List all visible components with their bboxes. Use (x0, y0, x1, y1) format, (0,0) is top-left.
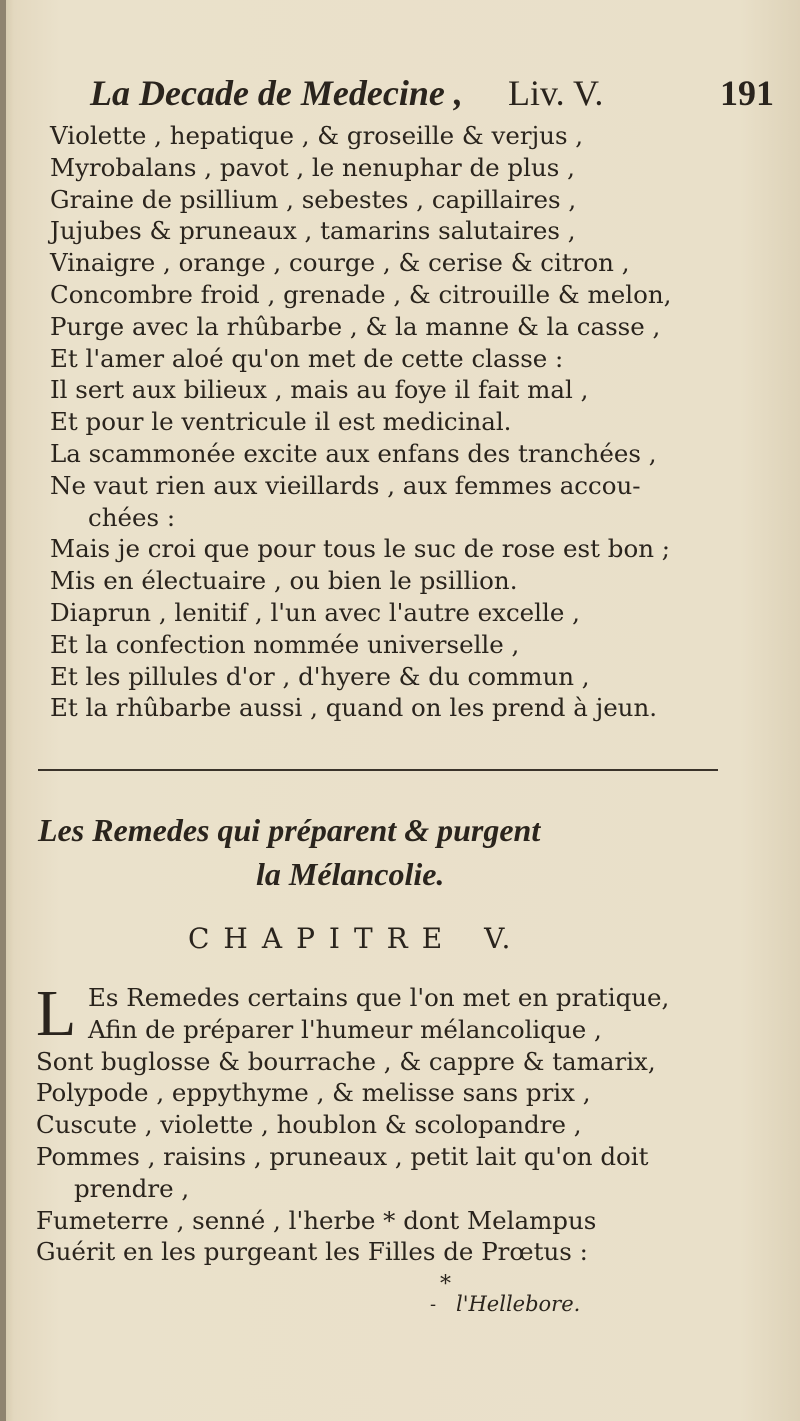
verse-line: Concombre froid , grenade , & citrouille & melon, (50, 279, 672, 309)
verse-block-top (50, 120, 780, 724)
verse-line: Violette , hepatique , & groseille & verjus , (50, 121, 584, 150)
verse-line: Et pour le ventricule il est medicinal. (50, 407, 512, 437)
verse-line: Polypode , eppythyme , & melisse sans prix , (36, 1078, 591, 1108)
verse-block-bottom (36, 977, 766, 1268)
footnote-text: l'Hellebore. (456, 1292, 581, 1316)
drop-cap: L (36, 977, 77, 1050)
verse-line: Et l'amer aloé qu'on met de cette classe : (50, 343, 564, 373)
verse-line: Diaprun , lenitif , l'un avec l'autre excelle , (50, 597, 580, 627)
verse-line: Purge avec la rhûbarbe , & la manne & la casse , (50, 311, 661, 341)
section-title-line1: Les Remedes qui préparent & purgent (38, 812, 541, 848)
verse-line: Afin de préparer l'humeur mélancolique , (88, 1014, 602, 1044)
running-title: La Decade de Medecine , (90, 73, 463, 113)
running-header (90, 72, 774, 122)
chapter-number: V. (484, 922, 513, 955)
verse-line: Guérit en les purgeant les Filles de Prœtus : (36, 1237, 588, 1267)
section-title-line2: la Mélancolie. (256, 856, 445, 892)
verse-line: Cuscute , violette , houblon & scolopandre , (36, 1110, 582, 1140)
verse-line: Vinaigre , orange , courge , & cerise & citron , (50, 248, 630, 278)
verse-line-continuation: prendre , (74, 1173, 190, 1203)
verse-line: Et la rhûbarbe aussi , quand on les prend à jeun. (50, 693, 658, 723)
chapter-word: CHAPITRE (188, 922, 457, 955)
verse-line: Jujubes & pruneaux , tamarins salutaires , (50, 216, 576, 246)
verse-line: Myrobalans , pavot , le nenuphar de plus , (50, 152, 575, 182)
verse-line: Es Remedes certains que l'on met en pratique, (88, 983, 670, 1012)
verse-line: Et la confection nommée universelle , (50, 629, 520, 659)
verse-line: Et les pillules d'or , d'hyere & du commun , (50, 661, 590, 691)
verse-line: La scammonée excite aux enfans des tranchées , (50, 438, 657, 468)
chapter-heading (188, 922, 512, 955)
verse-line: Fumeterre , senné , l'herbe * dont Melampus (36, 1205, 597, 1235)
verse-line: Pommes , raisins , pruneaux , petit lait qu'on doit (36, 1141, 649, 1171)
verse-line-continuation: chées : (88, 502, 176, 532)
section-divider-rule (38, 769, 718, 771)
page-number: 191 (720, 73, 774, 113)
section-title (38, 808, 728, 896)
footnote-dash: - (430, 1294, 437, 1315)
page-edge-shadow (0, 0, 6, 1421)
verse-line: Ne vaut rien aux vieillards , aux femmes accou- (50, 470, 641, 500)
verse-line: Graine de psillium , sebestes , capillaires , (50, 184, 577, 214)
verse-line: Sont buglosse & bourrache , & cappre & tamarix, (36, 1046, 656, 1076)
verse-line: Mais je croi que pour tous le suc de rose est bon ; (50, 534, 671, 564)
verse-line: Il sert aux bilieux , mais au foye il fait mal , (50, 375, 589, 405)
footnote-mark: * (440, 1272, 451, 1297)
book-number: Liv. V. (508, 73, 604, 113)
verse-line: Mis en électuaire , ou bien le psillion. (50, 566, 518, 596)
